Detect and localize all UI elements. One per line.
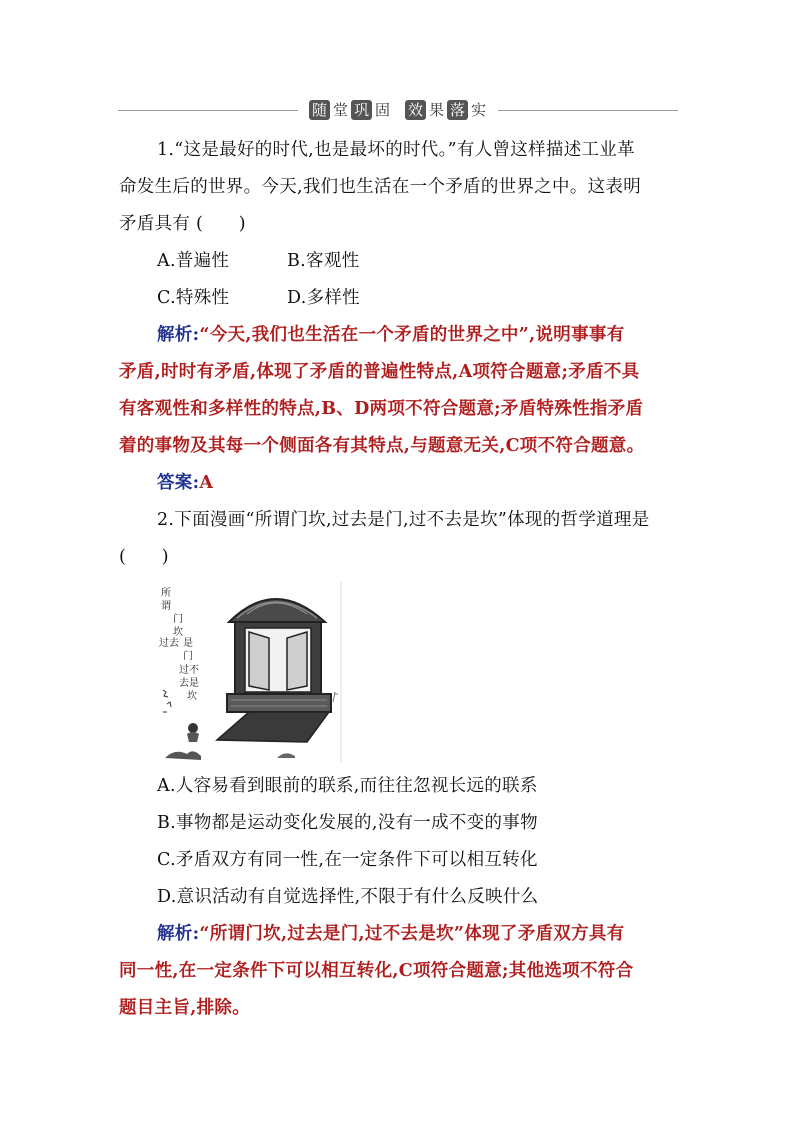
analysis-label: 解析: — [157, 325, 200, 345]
header-char: 落 — [447, 100, 468, 120]
cartoon-caption-char: 坎 — [173, 627, 183, 638]
question-2 — [119, 502, 679, 1027]
header-char: 实 — [471, 101, 487, 119]
small-person-icon — [187, 723, 199, 742]
q1-option-a: A.普遍性 — [157, 251, 230, 271]
door-threshold-cartoon — [157, 582, 343, 762]
threshold-beam — [227, 694, 331, 712]
q1-option-b: B.客观性 — [287, 251, 360, 271]
cartoon-caption-char: 是 — [183, 638, 193, 649]
q2-option-b: B.事物都是运动变化发展的,没有一成不变的事物 — [157, 813, 538, 833]
q1-option-c: C.特殊性 — [157, 288, 230, 308]
q1-analysis-line: 矛盾,时时有矛盾,体现了矛盾的普遍性特点,A项符合题意;矛盾不具 — [119, 362, 640, 382]
q1-stem-line: 命发生后的世界。今天,我们也生活在一个矛盾的世界之中。这表明 — [119, 177, 642, 197]
q2-option-c: C.矛盾双方有同一性,在一定条件下可以相互转化 — [157, 850, 538, 870]
cartoon-caption-char: 过去 — [159, 638, 179, 649]
header-char: 堂 — [332, 101, 348, 119]
analysis-label: 解析: — [157, 924, 200, 944]
section-header-title — [298, 100, 498, 120]
cartoon-caption-char: 去是 — [179, 678, 199, 689]
questions-content — [119, 132, 679, 1027]
analysis-text: “今天,我们也生活在一个矛盾的世界之中”,说明事事有 — [199, 325, 625, 345]
q1-answer — [119, 465, 679, 502]
header-rule-right — [498, 110, 678, 111]
cartoon-illustration — [157, 582, 343, 762]
section-header — [118, 98, 678, 122]
q1-option-d: D.多样性 — [287, 288, 360, 308]
q1-stem-line: 矛盾具有 ( ) — [119, 214, 246, 234]
header-char: 效 — [405, 100, 426, 120]
q1-analysis-line: 着的事物及其每一个侧面各有其特点,与题意无关,C项不符合题意。 — [119, 436, 645, 456]
header-char: 固 — [374, 101, 390, 119]
header-rule-left — [118, 110, 298, 111]
analysis-text: “所谓门坎,过去是门,过不去是坎”体现了矛盾双方具有 — [199, 924, 625, 944]
cartoon-caption-char: 过不 — [179, 665, 199, 676]
answer-value: A — [199, 473, 214, 493]
stone-base — [217, 712, 329, 742]
q2-option-d: D.意识活动有自觉选择性,不限于有什么反映什么 — [157, 887, 539, 907]
header-char: 巩 — [351, 100, 372, 120]
q2-stem-line: 2.下面漫画“所谓门坎,过去是门,过不去是坎”体现的哲学道理是 — [157, 510, 650, 530]
cartoon-caption-char: 谓 — [161, 601, 171, 612]
q1-stem-line: 1.“这是最好的时代,也是最坏的时代。”有人曾这样描述工业革 — [157, 140, 635, 160]
cartoon-caption-char: 门 — [173, 614, 183, 625]
q2-analysis-line: 题目主旨,排除。 — [119, 998, 250, 1018]
header-char: 果 — [429, 101, 445, 119]
q2-stem-line: ( ) — [119, 547, 169, 567]
q2-option-a: A.人容易看到眼前的联系,而往往忽视长远的联系 — [157, 776, 538, 796]
question-1 — [119, 132, 679, 502]
q1-analysis-line: 有客观性和多样性的特点,B、D两项不符合题意;矛盾特殊性指矛盾 — [119, 399, 644, 419]
door-leaf-right — [287, 632, 307, 690]
q2-analysis — [119, 916, 679, 953]
q2-analysis-line: 同一性,在一定条件下可以相互转化,C项符合题意;其他选项不符合 — [119, 961, 634, 981]
q1-options-row — [119, 243, 679, 280]
header-char: 随 — [309, 100, 330, 120]
cartoon-caption-char: 门 — [183, 651, 193, 662]
answer-label: 答案: — [157, 473, 200, 493]
door-leaf-left — [249, 632, 269, 690]
cartoon-caption-char: 坎 — [187, 691, 197, 702]
q1-analysis — [119, 317, 679, 354]
cartoon-caption-char: 所 — [161, 588, 171, 599]
q1-options-row — [119, 280, 679, 317]
